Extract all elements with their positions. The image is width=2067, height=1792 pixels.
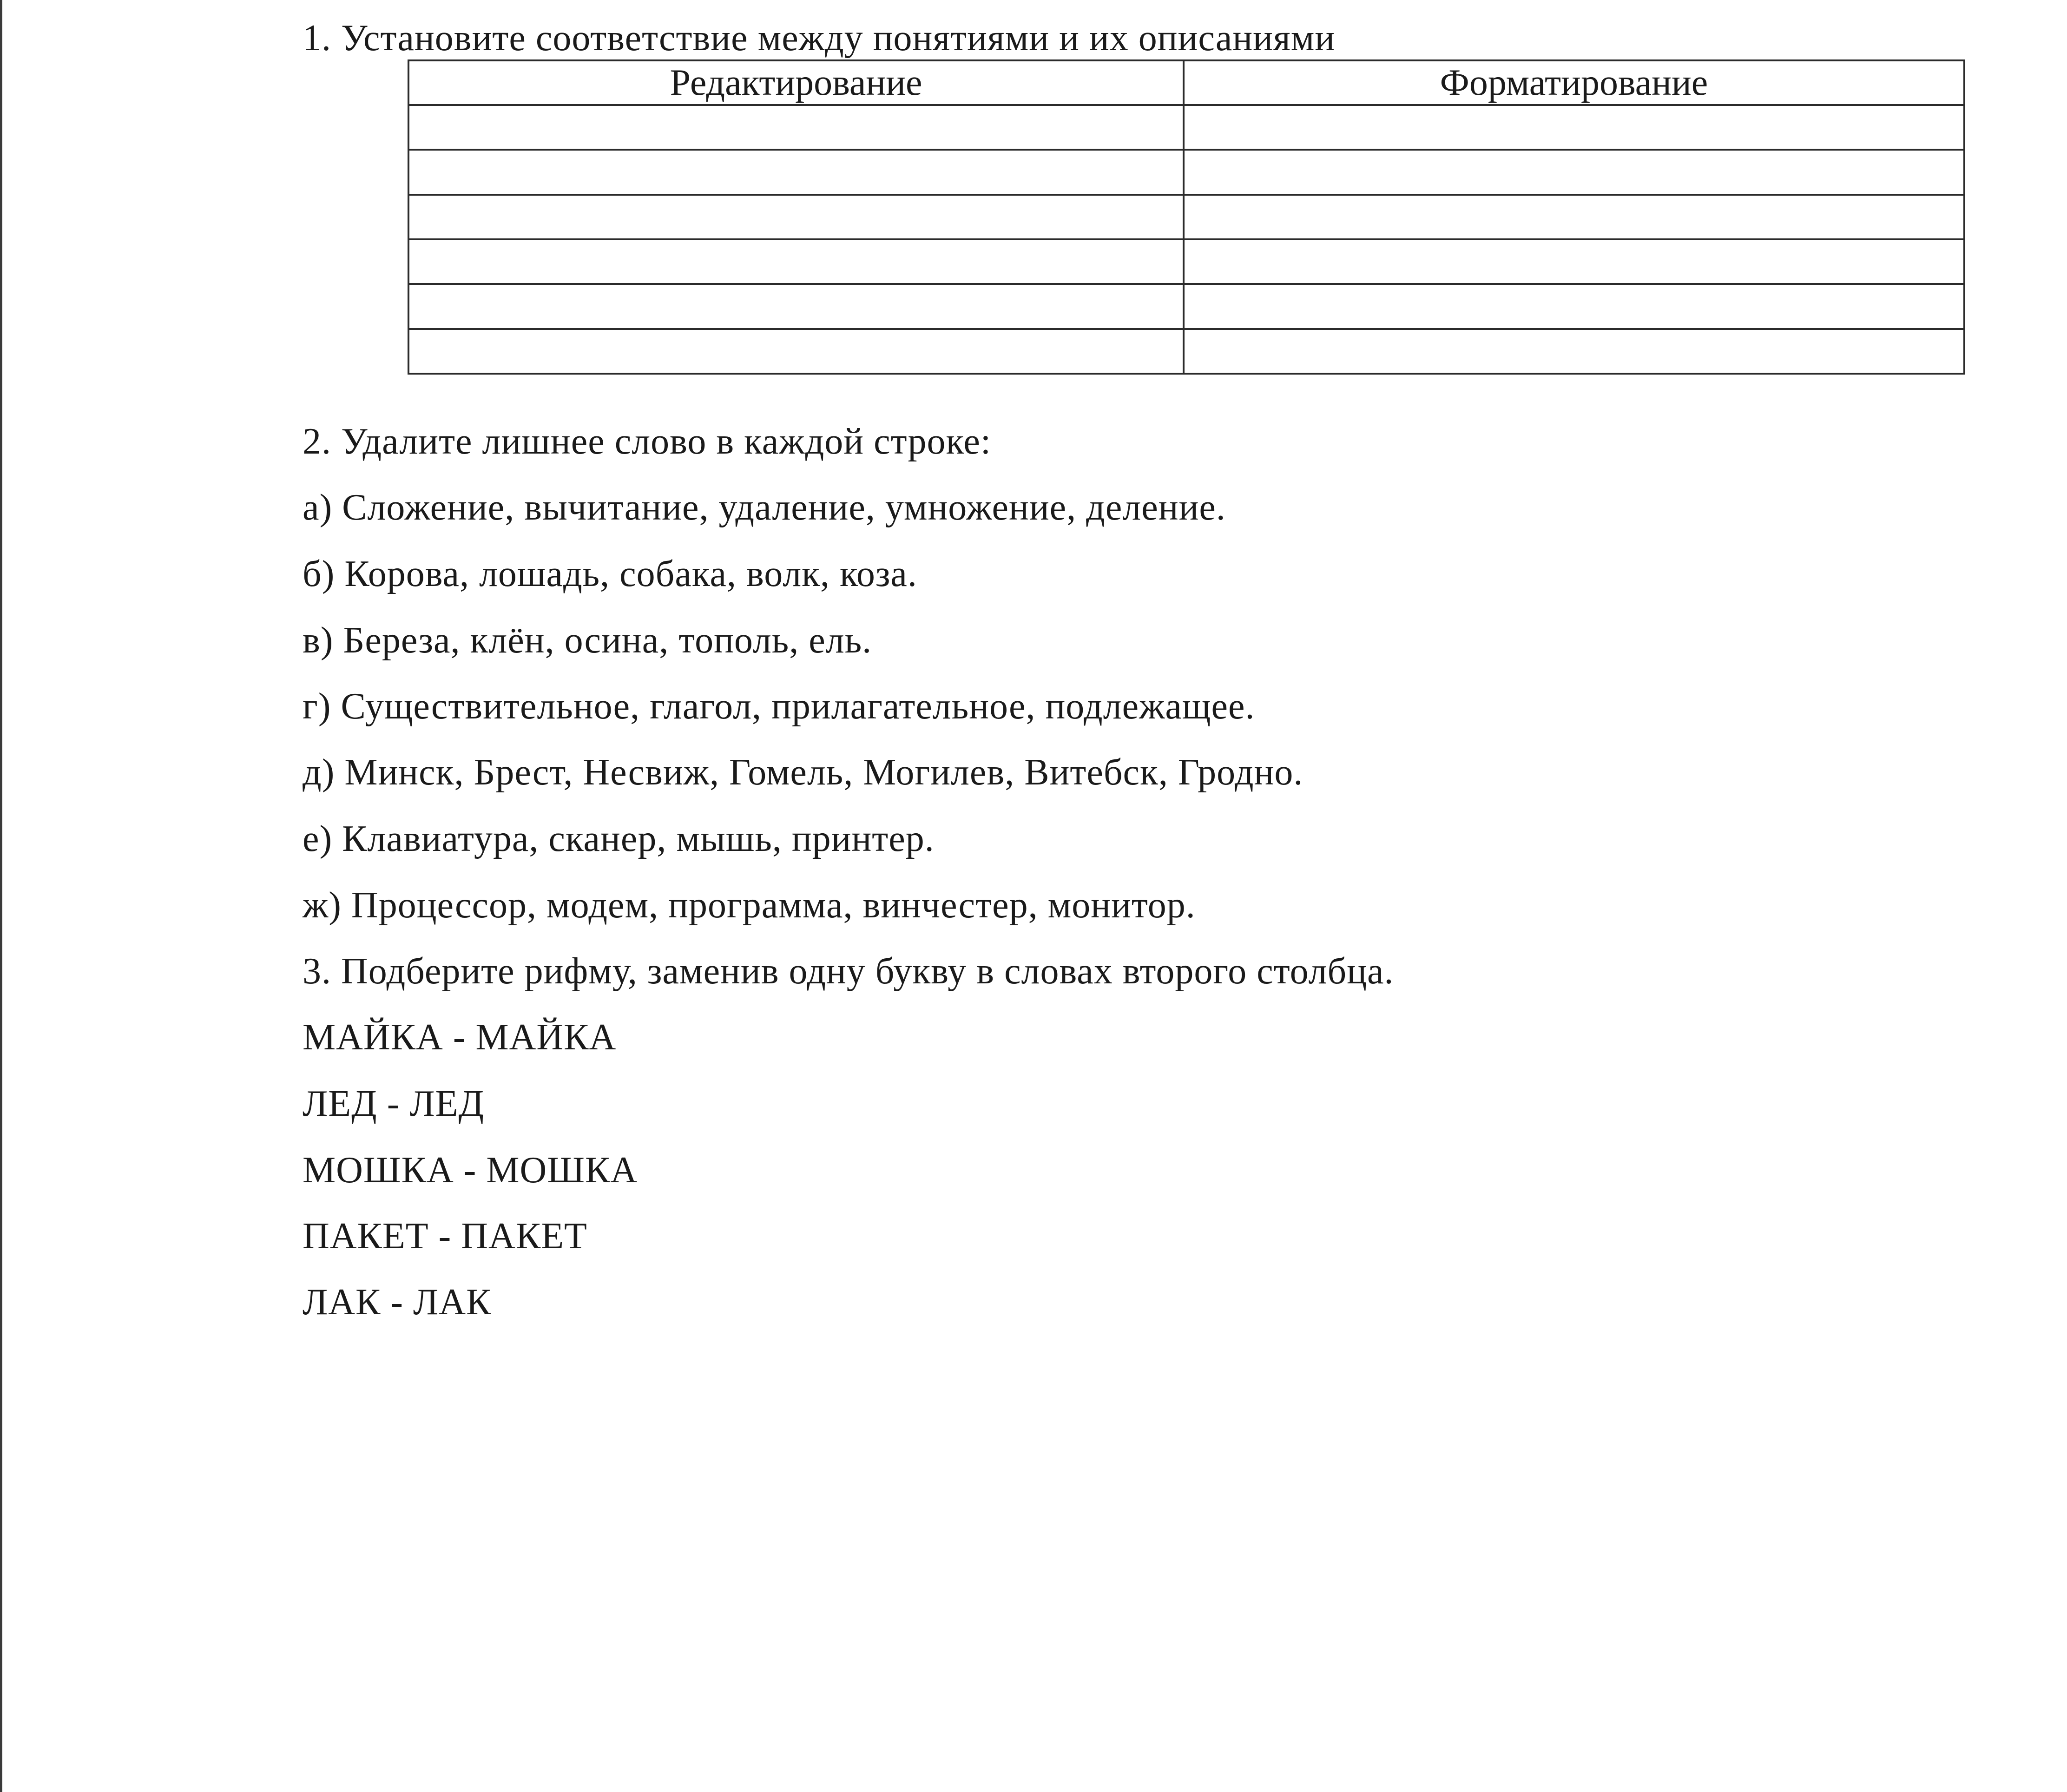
task2-heading: 2. Удалите лишнее слово в каждой строке: xyxy=(303,421,992,462)
rhyme-pair: ЛЕД - ЛЕД xyxy=(303,1083,485,1124)
task2-item-g: г) Существительное, глагол, прилагательное, подлежащее. xyxy=(303,686,1255,727)
task1-heading: 1. Установите соответствие между понятиями и их описаниями xyxy=(303,18,1336,59)
matching-table xyxy=(408,59,1965,375)
table-cell[interactable] xyxy=(408,105,1184,150)
task2-item-e: е) Клавиатура, сканер, мышь, принтер. xyxy=(303,818,935,859)
table-cell[interactable] xyxy=(1184,329,1964,374)
table-row xyxy=(408,105,1964,150)
task3-heading: 3. Подберите рифму, заменив одну букву в словах второго столбца. xyxy=(303,951,1394,992)
table-header-row xyxy=(408,60,1964,105)
task2-item-zh: ж) Процессор, модем, программа, винчестер, монитор. xyxy=(303,885,1196,926)
table-cell[interactable] xyxy=(1184,239,1964,284)
table-cell[interactable] xyxy=(1184,284,1964,329)
table-row xyxy=(408,150,1964,194)
rhyme-pair: МОШКА - МОШКА xyxy=(303,1150,638,1191)
table-cell[interactable] xyxy=(1184,105,1964,150)
table-cell[interactable] xyxy=(408,195,1184,239)
header-formatting: Форматирование xyxy=(1184,60,1964,105)
table-cell[interactable] xyxy=(1184,150,1964,194)
task2-item-b: б) Корова, лошадь, собака, волк, коза. xyxy=(303,553,917,594)
task2-item-a: а) Сложение, вычитание, удаление, умножение, деление. xyxy=(303,487,1226,528)
table-cell[interactable] xyxy=(408,329,1184,374)
table-cell[interactable] xyxy=(408,239,1184,284)
table-row xyxy=(408,329,1964,374)
rhyme-pair: ЛАК - ЛАК xyxy=(303,1282,492,1323)
table-row xyxy=(408,284,1964,329)
rhyme-pair: ПАКЕТ - ПАКЕТ xyxy=(303,1216,587,1257)
table-cell[interactable] xyxy=(1184,195,1964,239)
table-cell[interactable] xyxy=(408,284,1184,329)
table-row xyxy=(408,195,1964,239)
task2-item-v: в) Береза, клён, осина, тополь, ель. xyxy=(303,620,872,661)
rhyme-pair: МАЙКА - МАЙКА xyxy=(303,1017,617,1058)
table-cell[interactable] xyxy=(408,150,1184,194)
task2-item-d: д) Минск, Брест, Несвиж, Гомель, Могилев, Витебск, Гродно. xyxy=(303,752,1303,793)
header-editing: Редактирование xyxy=(408,60,1184,105)
table-row xyxy=(408,239,1964,284)
